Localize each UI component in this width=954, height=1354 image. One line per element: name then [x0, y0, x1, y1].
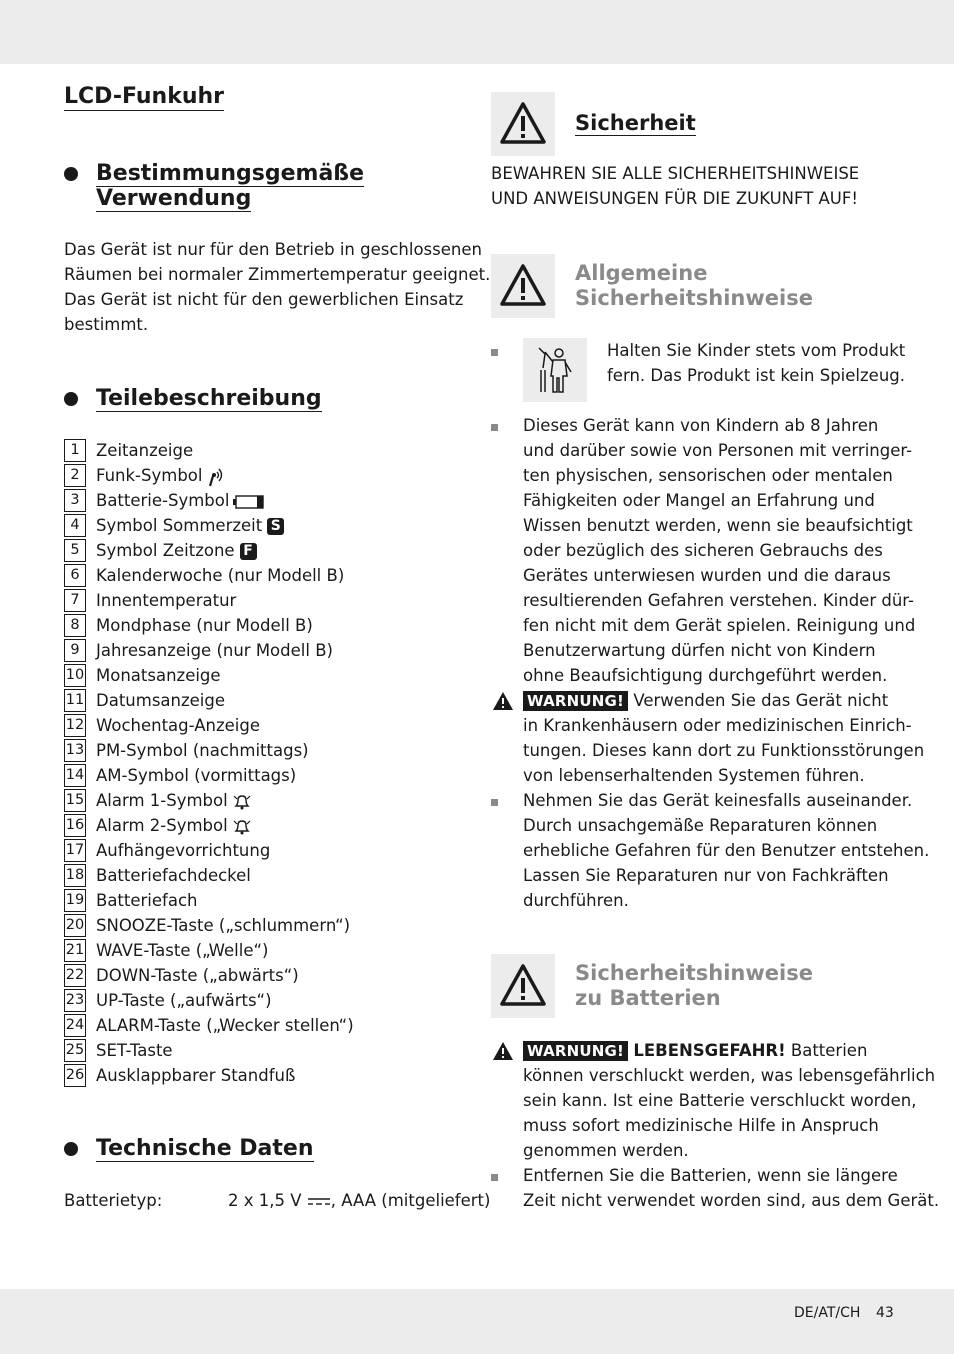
bullet-icon — [491, 1174, 498, 1181]
heading-general-safety: Allgemeine Sicherheitshinweise — [575, 261, 813, 310]
warning-triangle-icon — [491, 92, 555, 156]
safety-notice-line: UND ANWEISUNGEN FÜR DIE ZUKUNFT AUF! — [491, 189, 858, 208]
warning-sign-box — [491, 92, 555, 156]
warning-triangle-icon — [492, 1041, 514, 1061]
warning-sign-box — [491, 954, 555, 1018]
page-number: 43 — [876, 1305, 894, 1321]
list-item: 2 Funk-Symbol — [64, 463, 464, 488]
top-bar — [0, 0, 954, 64]
bullet-icon — [491, 799, 498, 806]
list-item: 14 AM-Symbol (vormittags) — [65, 766, 297, 785]
battery-icon — [233, 494, 267, 510]
list-item: 16 Alarm 2-Symbol — [64, 813, 464, 838]
child-warning-box — [523, 338, 587, 402]
direct-current-icon — [307, 1197, 331, 1207]
list-item: 26 Ausklappbarer Standfuß — [65, 1066, 296, 1085]
warning-label: WARNUNG! — [523, 1041, 628, 1061]
footer-region: DE/AT/CH — [794, 1305, 861, 1321]
summer-time-icon: S — [267, 518, 284, 535]
list-item: 21 WAVE-Taste („Welle“) — [65, 941, 269, 960]
list-item: 10 Monatsanzeige — [65, 666, 221, 685]
heading-bullet-icon — [64, 1142, 78, 1156]
list-item: 11 Datumsanzeige — [65, 691, 226, 710]
time-zone-icon: F — [240, 543, 257, 560]
bottom-bar — [0, 1289, 954, 1354]
heading-bullet-icon — [64, 167, 78, 181]
list-item: 25 SET-Taste — [65, 1041, 173, 1060]
list-item: 7 Innentemperatur — [64, 588, 464, 613]
list-item: 24 ALARM-Taste („Wecker stellen“) — [65, 1016, 354, 1035]
child-icon — [523, 338, 587, 402]
list-item: 13 PM-Symbol (nachmittags) — [65, 741, 309, 760]
list-item: 4 Symbol Sommerzeit S — [64, 513, 464, 538]
danger-label: LEBENSGEFAHR! — [633, 1041, 786, 1060]
alarm-bell-icon — [232, 792, 252, 812]
list-item: 3 Batterie-Symbol — [64, 488, 464, 513]
safety-notice-line: BEWAHREN SIE ALLE SICHERHEITSHINWEISE — [491, 164, 860, 183]
list-item: 5 Symbol Zeitzone F — [64, 538, 464, 563]
radio-signal-icon — [206, 466, 226, 488]
list-item: 23 UP-Taste („aufwärts“) — [65, 991, 272, 1010]
list-item: 12 Wochentag-Anzeige — [65, 716, 260, 735]
bullet-icon — [491, 424, 498, 431]
warning-label: WARNUNG! — [523, 691, 628, 711]
list-item: 17 Aufhängevorrichtung — [65, 841, 271, 860]
warning-triangle-icon — [491, 954, 555, 1018]
list-item: 22 DOWN-Taste („abwärts“) — [65, 966, 299, 985]
warning-triangle-icon — [491, 254, 555, 318]
heading-battery-safety: Sicherheitshinweise zu Batterien — [575, 961, 813, 1010]
bullet-icon — [491, 349, 498, 356]
list-item: 8 Mondphase (nur Modell B) — [64, 613, 464, 638]
alarm-bell-icon — [232, 817, 252, 837]
list-item: 18 Batteriefachdeckel — [65, 866, 251, 885]
heading-bullet-icon — [64, 392, 78, 406]
list-item: 1 Zeitanzeige — [64, 438, 464, 463]
list-item: 15 Alarm 1-Symbol — [64, 788, 464, 813]
heading-safety: Sicherheit — [575, 111, 696, 135]
list-item: 20 SNOOZE-Taste („schlummern“) — [65, 916, 351, 935]
list-item: 6 Kalenderwoche (nur Modell B) — [64, 563, 464, 588]
warning-triangle-icon — [492, 691, 514, 711]
parts-list — [64, 438, 464, 1088]
page-title: LCD-Funkuhr — [64, 84, 225, 109]
list-item: 19 Batteriefach — [65, 891, 198, 910]
list-item: 9 Jahresanzeige (nur Modell B) — [64, 638, 464, 663]
warning-sign-box — [491, 254, 555, 318]
